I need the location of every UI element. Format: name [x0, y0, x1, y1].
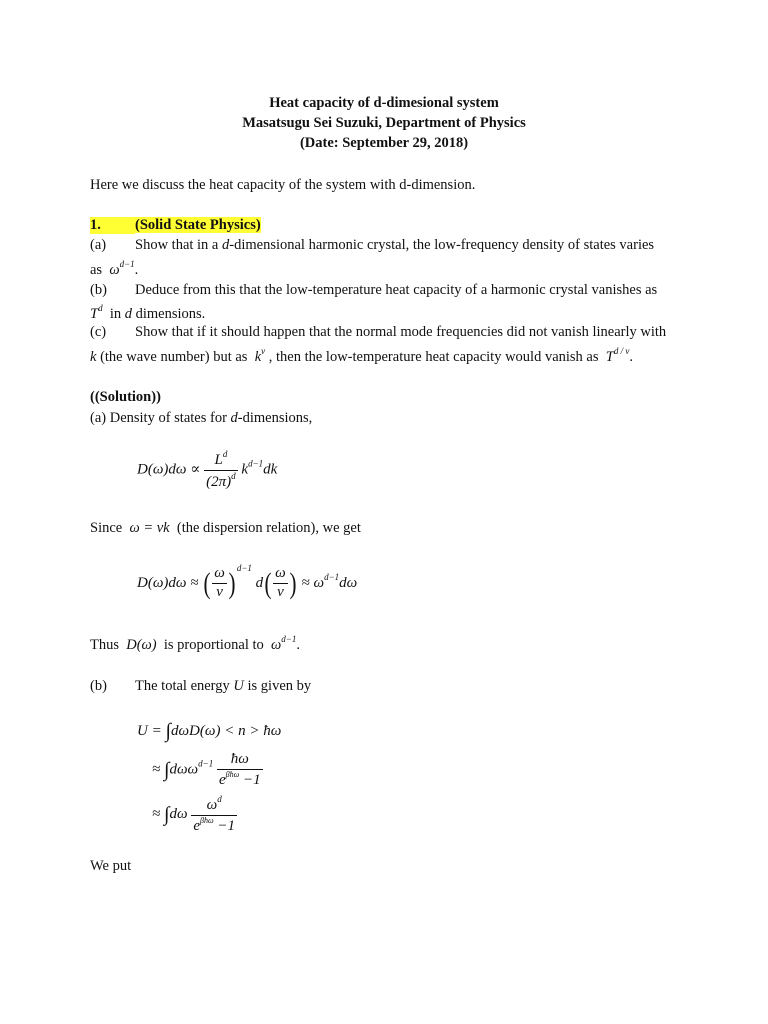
solution-heading: ((Solution))	[90, 389, 161, 405]
equation-omega-d-minus-1-result: $\omega^{d-1}$	[267, 634, 297, 653]
solution-part-a-intro: (a) Density of states for d-dimensions,	[90, 410, 313, 426]
intro-paragraph: Here we discuss the heat capacity of the system with d-dimension.	[90, 177, 476, 193]
equation-energy-line-2: ≈ ∫dωω$^{d-1}$ $\frac{ħ\omega}{e^{\beta ħ\omega} -1}$	[152, 751, 261, 788]
document-title: Heat capacity of d-dimesional system	[269, 95, 499, 111]
problem-part-a-cont: as $\omega^{d-1}$.	[90, 259, 139, 278]
proportionality-statement: Thus D(ω) is proportional to $\omega^{d-1}$.	[90, 634, 300, 653]
we-put-text: We put	[90, 858, 132, 874]
equation-dispersion: ω = vk	[125, 520, 174, 536]
equation-T-d: $T^d$	[90, 303, 103, 322]
equation-T-d-over-nu: $T^{d / \nu}$	[602, 346, 630, 365]
problem-source: (Solid State Physics)	[135, 217, 261, 233]
part-a-label: (a)	[90, 237, 107, 253]
problem-part-c-cont: k (the wave number) but as $k^\nu$ , then the low-temperature heat capacity would vanish as $T^{d / \nu}$.	[90, 346, 633, 365]
problem-part-a: (a) Show that in a d-dimensional harmonic crystal, the low-frequency density of states varies	[90, 237, 655, 253]
part-c-label: (c)	[90, 324, 107, 340]
dispersion-relation-line: Since ω = vk (the dispersion relation), we get	[90, 520, 361, 536]
document-date: (Date: September 29, 2018)	[299, 135, 469, 151]
solution-part-b: (b) The total energy U is given by	[90, 678, 312, 694]
equation-k-nu: $k^\nu$	[251, 346, 266, 365]
document-author: Masatsugu Sei Suzuki, Department of Physics	[242, 115, 526, 131]
problem-part-c: (c) Show that if it should happen that the normal mode frequencies did not vanish linearly with	[90, 324, 667, 340]
equation-energy-line-3: ≈ ∫dω $\frac{\omega^d}{e^{\beta ħ\omega} -1}$	[152, 794, 235, 834]
problem-heading	[90, 217, 261, 234]
part-b-label: (b)	[90, 282, 107, 298]
equation-density-scaling: D(ω)dω ≈ ( $\frac{\omega}{v}$ ) $^{d-1}$ d( $\frac{\omega}{v}$ ) ≈ $\omega^{d-1}d\omega$	[137, 563, 358, 601]
equation-density-of-states: D(ω)dω ∝ $\frac{L^d}{(2\pi)^d}$ $k^{d-1}dk$	[137, 449, 278, 490]
equation-omega-d-minus-1: $\omega^{d-1}$	[105, 259, 135, 278]
equation-D-omega: D(ω)	[122, 637, 161, 653]
equation-energy-line-1: U = ∫dωD(ω) < n > ħω	[137, 720, 282, 742]
problem-part-b-cont: $T^d$ in d dimensions.	[90, 303, 206, 322]
problem-number: 1.	[90, 217, 135, 234]
problem-part-b: (b) Deduce from this that the low-temperature heat capacity of a harmonic crystal vanishes as	[90, 282, 658, 298]
solution-b-label: (b)	[90, 678, 107, 694]
